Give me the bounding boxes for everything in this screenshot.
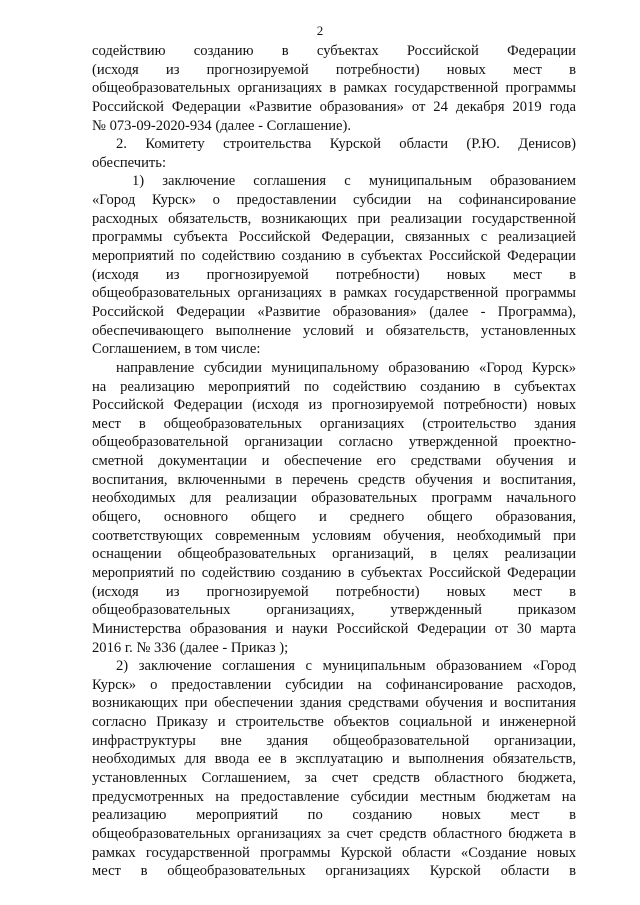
page-number: 2 (316, 23, 324, 38)
text-line: 2. Комитету строительства Курской области (Р.Ю. Денисов) (116, 136, 576, 153)
text-line: 1) заключение соглашения с муниципальным образованием (132, 173, 576, 190)
text-line: Российской Федерации (исходя из прогнозируемой потребности) новых (92, 397, 576, 414)
text-line: обеспечивающего выполнение условий и обязательств, установленных (92, 322, 576, 339)
text-line: (исходя из прогнозируемой потребности) новых мест в (92, 266, 576, 283)
text-line: 2016 г. № 336 (далее - Приказ ); (92, 639, 289, 656)
text-line: расходных обязательств, возникающих при реализации государственной (92, 210, 576, 227)
text-line: направление субсидии муниципальному образованию «Город Курск» (116, 359, 576, 376)
text-line: установленных Соглашением, за счет средств областного бюджета, (92, 769, 576, 786)
text-line: (исходя из прогнозируемой потребности) новых мест в (92, 583, 576, 600)
text-line: инфраструктуры вне здания общеобразовательной организации, (92, 732, 576, 749)
text-line: Российской Федерации «Развитие образования» от 24 декабря 2019 года (92, 98, 576, 115)
text-line: необходимых для ввода ее в эксплуатацию и выполнения обязательств, (92, 751, 576, 768)
text-line: мест в общеобразовательных организациях (строительство здания (92, 415, 576, 432)
text-line: рамках государственной программы Курской области «Создание новых (92, 844, 576, 861)
text-line: общего, основного общего и среднего общего образования, (92, 509, 576, 526)
text-line: мест в общеобразовательных организациях Курской области в (92, 863, 576, 880)
text-line: Курск» о предоставлении субсидии на софинансирование расходов, (92, 676, 576, 693)
text-line: сметной документации и обеспечение его средствами обучения и (92, 453, 576, 470)
text-line: соответствующих современным условиям обучения, необходимый при (92, 527, 576, 544)
text-line: (исходя из прогнозируемой потребности) новых мест в (92, 61, 576, 78)
document-body (92, 42, 576, 881)
text-line: общеобразовательных организациях, утвержденный приказом (92, 602, 576, 619)
text-line: 2) заключение соглашения с муниципальным образованием «Город (116, 658, 576, 675)
text-line: реализацию мероприятий по созданию новых мест в (92, 807, 576, 824)
text-line: Соглашением, в том числе: (92, 341, 261, 358)
text-line: содействию созданию в субъектах Российской Федерации (92, 43, 576, 59)
text-line: Российской Федерации «Развитие образования» (далее - Программа), (92, 303, 576, 320)
text-line: общеобразовательных организациях в рамках государственной программы (92, 285, 576, 302)
text-line: общеобразовательных организациях за счет средств областного бюджета в (92, 825, 576, 842)
text-line: общеобразовательных организациях в рамках государственной программы (92, 80, 576, 97)
text-line: Министерства образования и науки Российской Федерации от 30 марта (92, 620, 576, 637)
text-line: согласно Приказу и строительстве объектов социальной и инженерной (92, 714, 576, 731)
text-line: мероприятий по содействию созданию в субъектах Российской Федерации (92, 564, 576, 581)
text-line: мероприятий по содействию созданию в субъектах Российской Федерации (92, 248, 576, 265)
text-line: обеспечить: (92, 154, 167, 171)
text-line: № 073-09-2020-934 (далее - Соглашение). (92, 117, 352, 134)
text-line: предусмотренных на предоставление субсидии местным бюджетам на (92, 788, 576, 805)
text-line: возникающих при обеспечении здания средствами обучения и воспитания (92, 695, 576, 712)
text-line: на реализацию мероприятий по содействию созданию в субъектах (92, 378, 576, 395)
text-line: «Город Курск» о предоставлении субсидии на софинансирование (92, 192, 576, 209)
text-line: общеобразовательной организации согласно утвержденной проектно- (92, 434, 576, 451)
text-line: оснащении общеобразовательных организаций, в целях реализации (92, 546, 576, 563)
text-line: необходимых для реализации образовательных программ начального (92, 490, 576, 507)
text-line: воспитания, включенными в перечень средств обучения и воспитания, (92, 471, 576, 488)
text-line: программы субъекта Российской Федерации, связанных с реализацией (92, 229, 576, 246)
